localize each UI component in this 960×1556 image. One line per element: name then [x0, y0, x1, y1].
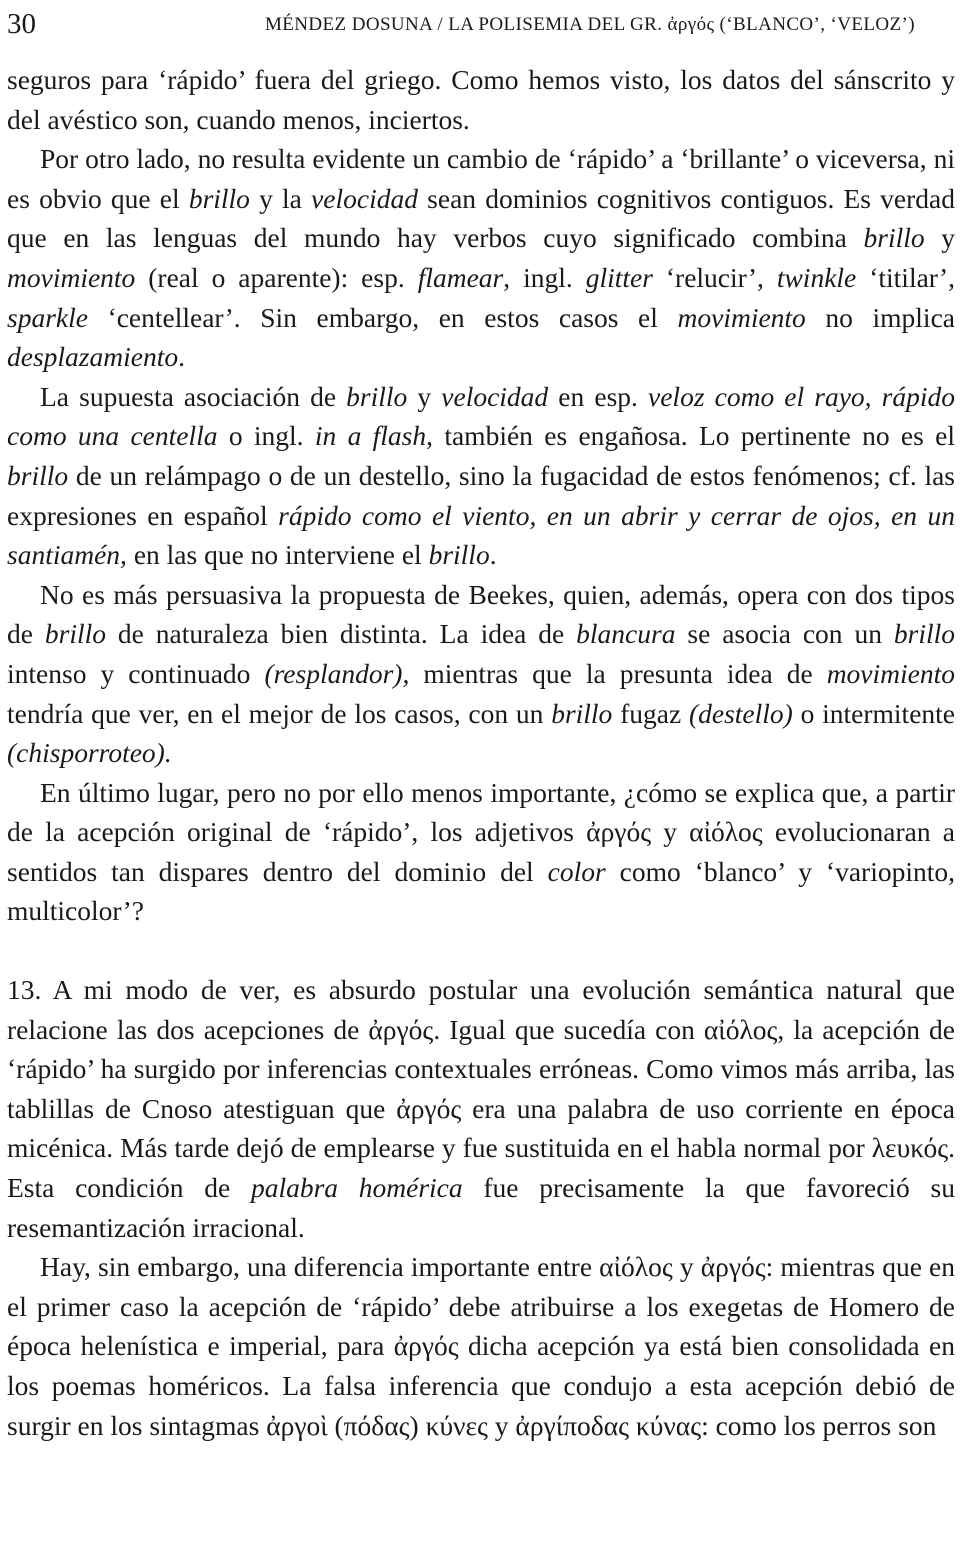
italic-term: movimiento [7, 261, 136, 293]
italic-term: brillo [863, 222, 925, 254]
italic-term: movimiento [677, 301, 806, 333]
italic-term: movimiento [826, 657, 955, 689]
italic-term: brillo [188, 182, 250, 214]
italic-term: brillo [893, 618, 955, 650]
italic-term: (resplandor), [264, 657, 410, 689]
italic-term: color [547, 855, 606, 887]
italic-term: flamear [417, 261, 504, 293]
italic-term: (destello) [688, 697, 793, 729]
italic-term: velocidad [311, 182, 418, 214]
paragraph-2: Por otro lado, no resulta evidente un cambio de ‘rápido’ a ‘brillante’ o viceversa, ni es obvio que el brillo y la velocidad sean dominios cognitivos contiguos. Es verdad que en las lenguas del mundo hay verbos cuyo significado combina brillo y movimiento (real o aparente): esp. flamear, ingl. glitter ‘relucir’, twinkle ‘titilar’, sparkle ‘centellear’. Sin embargo, en estos casos el movimiento no implica desplazamiento. [7, 143, 956, 373]
italic-term: brillo [428, 539, 490, 571]
paragraph-1: seguros para ‘rápido’ fuera del griego. Como hemos visto, los datos del sánscrito y del avéstico son, cuando menos, inciertos. [7, 64, 955, 135]
italic-term: rápido como el viento, en un abrir y cerrar de ojos, en un santiamén, [7, 499, 955, 571]
italic-term: blancura [576, 618, 676, 650]
page-header [7, 6, 955, 42]
paragraph-3: La supuesta asociación de brillo y velocidad en esp. veloz como el rayo, rápido como una centella o ingl. in a flash, también es engañosa. Lo pertinente no es el brillo de un relámpago o de un destello, sino la fugacidad de estos fenómenos; cf. las expresiones en español rápido como el viento, en un abrir y cerrar de ojos, en un santiamén, en las que no interviene el brillo. [7, 380, 956, 571]
italic-term: (chisporroteo). [7, 737, 172, 769]
paragraph-7: Hay, sin embargo, una diferencia importante entre αἰόλος y ἀργός: mientras que en el primer caso la acepción de ‘rápido’ debe atribuirse a los exegetas de Homero de época helenística e imperial, para ἀργός dicha acepción ya está bien consolidada en los poemas homéricos. La falsa inferencia que condujo a esta acepción debió de surgir en los sintagmas ἀργοὶ (πόδας) κύνες y ἀργίποδας κύνας: como los perros son [7, 1251, 955, 1441]
page-number: 30 [7, 8, 36, 40]
paragraph-6-section-13: 13. A mi modo de ver, es absurdo postular una evolución semántica natural que relacione las dos acepciones de ἀργός. Igual que sucedía con αἰόλος, la acepción de ‘rápido’ ha surgido por inferencias contextuales erróneas. Como vimos más arriba, las tablillas de Cnoso atestiguan que ἀργός era una palabra de uso corriente en época micénica. Más tarde dejó de emplearse y fue sustituida en el habla normal por λευκός. Esta condición de palabra homérica fue precisamente la que favoreció su resemantización irracional. [7, 974, 955, 1243]
body-text [7, 60, 955, 1445]
paragraph-5: En último lugar, pero no por ello menos importante, ¿cómo se explica que, a partir de la acepción original de ‘rápido’, los adjetivos ἀργός y αἰόλος evolucionaran a sentidos tan dispares dentro del dominio del color como ‘blanco’ y ‘variopinto, multicolor’? [7, 776, 956, 927]
italic-term: brillo [44, 618, 106, 650]
italic-term: glitter [585, 261, 653, 293]
section-gap [7, 931, 955, 970]
italic-term: in a flash [314, 420, 427, 452]
italic-term: twinkle [776, 261, 857, 293]
paragraph-4: No es más persuasiva la propuesta de Beekes, quien, además, opera con dos tipos de brillo de naturaleza bien distinta. La idea de blancura se asocia con un brillo intenso y continuado (resplandor), mientras que la presunta idea de movimiento tendría que ver, en el mejor de los casos, con un brillo fugaz (destello) o intermitente (chisporroteo). [7, 578, 955, 769]
italic-term: veloz como el rayo, rápido como una centella [7, 380, 955, 452]
italic-term: brillo [551, 697, 613, 729]
running-head: MÉNDEZ DOSUNA / LA POLISEMIA DEL GR. ἀργός (‘BLANCO’, ‘VELOZ’) [265, 14, 915, 35]
italic-term: sparkle [7, 301, 88, 333]
italic-term: desplazamiento [7, 341, 179, 373]
italic-term: palabra homérica [250, 1172, 463, 1204]
italic-term: brillo [346, 380, 408, 412]
italic-term: brillo [7, 459, 69, 491]
italic-term: velocidad [441, 380, 549, 412]
